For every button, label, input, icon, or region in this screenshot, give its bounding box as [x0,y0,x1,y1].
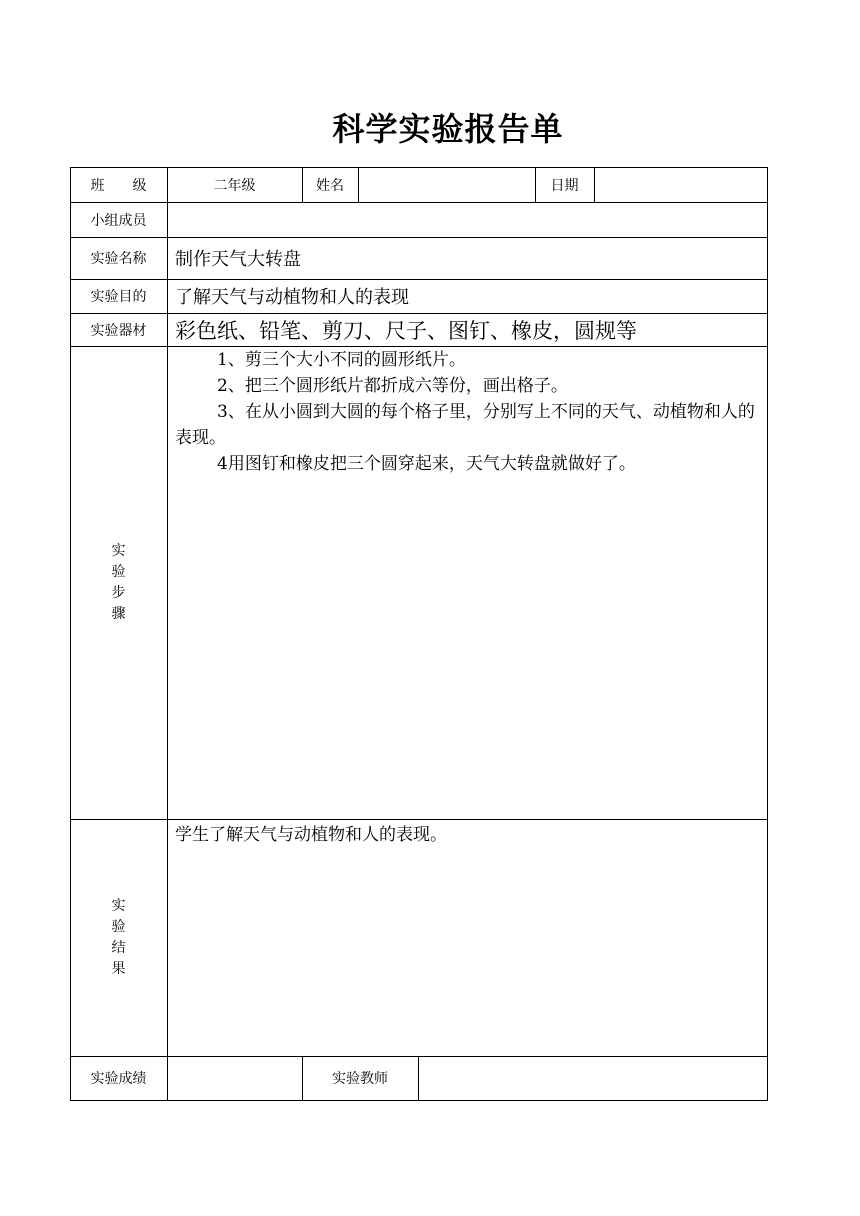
name-field[interactable] [358,167,535,202]
step-item: 3、在从小圆到大圆的每个格子里，分别写上不同的天气、动植物和人的表现。 [175,402,755,448]
step-item: 1、剪三个大小不同的圆形纸片。 [217,350,466,370]
materials-label: 实验器材 [90,322,147,339]
purpose-value: 了解天气与动植物和人的表现 [175,287,409,308]
report-title: 科学实验报告单 [332,110,564,148]
class-label: 班 级 [90,177,147,194]
members-field[interactable] [167,202,767,237]
materials-value: 彩色纸、铅笔、剪刀、尺子、图钉、橡皮，圆规等 [175,318,637,343]
teacher-label: 实验教师 [332,1071,388,1087]
steps-label-cell [70,346,167,819]
experiment-name-value: 制作天气大转盘 [175,249,301,270]
grade-field[interactable] [167,1056,302,1100]
result-label: 实验结果 [111,897,126,977]
step-item: 2、把三个圆形纸片都折成六等份，画出格子。 [217,376,568,396]
class-value: 二年级 [213,177,256,194]
result-label-cell [70,819,167,1056]
name-label: 姓名 [316,177,344,194]
members-label: 小组成员 [90,212,147,229]
steps-content [175,347,762,817]
teacher-field[interactable] [418,1056,767,1100]
step-item: 4用图钉和橡皮把三个圆穿起来，天气大转盘就做好了。 [217,454,636,474]
experiment-name-label: 实验名称 [90,251,147,267]
purpose-label: 实验目的 [90,289,147,305]
steps-label: 实验步骤 [111,542,126,622]
result-value: 学生了解天气与动植物和人的表现。 [175,825,447,845]
date-field[interactable] [594,167,767,202]
grade-label: 实验成绩 [90,1071,147,1087]
date-label: 日期 [550,177,579,194]
